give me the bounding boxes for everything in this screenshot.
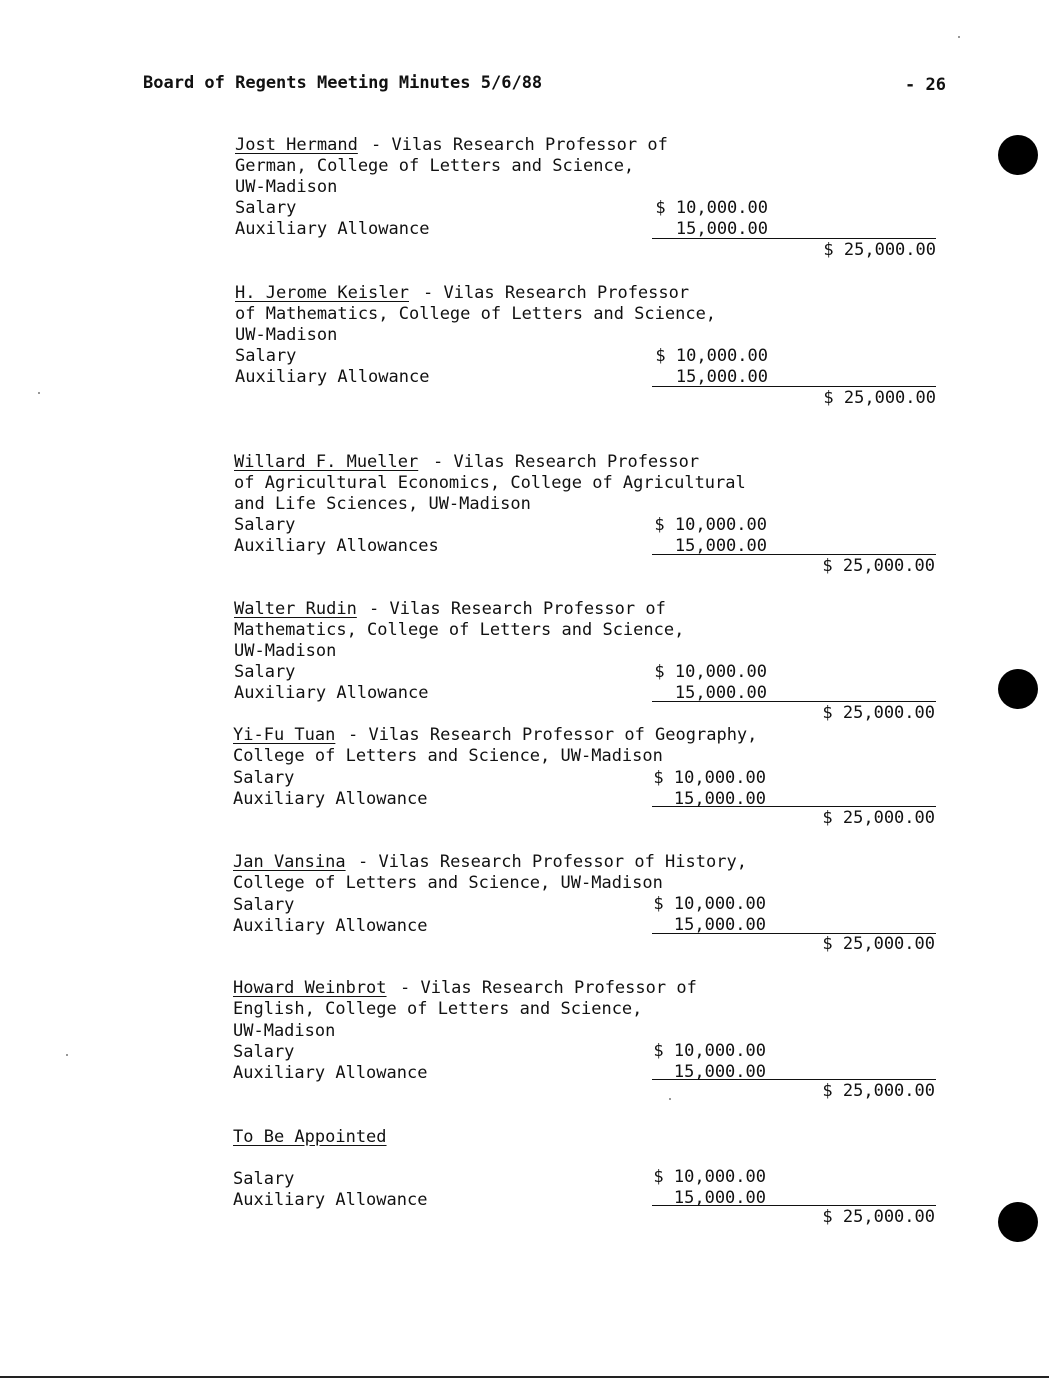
salary-amount: $ 10,000.00 [653, 894, 766, 914]
description-line: - Vilas Research Professor [433, 452, 700, 472]
sum-rule [652, 806, 936, 807]
description-line: UW-Madison [233, 1021, 336, 1041]
salary-amount: $ 10,000.00 [653, 1041, 766, 1061]
allowance-label: Auxiliary Allowance [233, 1063, 428, 1083]
punch-hole [998, 1202, 1038, 1242]
description-line: UW-Madison [235, 177, 338, 197]
allowance-amount: 15,000.00 [674, 683, 767, 703]
sum-rule [652, 238, 936, 239]
salary-label: Salary [235, 198, 297, 218]
person-name: Walter Rudin [234, 599, 357, 619]
salary-amount: $ 10,000.00 [654, 515, 767, 535]
page-number: - 26 [905, 75, 946, 95]
description-line: - Vilas Research Professor of [371, 135, 668, 155]
person-name: Jan Vansina [233, 852, 346, 872]
salary-amount: $ 10,000.00 [653, 768, 766, 788]
total-amount: $ 25,000.00 [822, 1207, 935, 1227]
allowance-amount: 15,000.00 [673, 1062, 766, 1082]
salary-label: Salary [234, 515, 296, 535]
person-name: Howard Weinbrot [233, 978, 387, 998]
description-line: - Vilas Research Professor [423, 283, 690, 303]
allowance-label: Auxiliary Allowance [235, 367, 430, 387]
punch-hole [998, 669, 1038, 709]
page-header-title: Board of Regents Meeting Minutes 5/6/88 [143, 73, 543, 93]
allowance-label: Auxiliary Allowance [234, 683, 429, 703]
sum-rule [652, 1205, 936, 1206]
allowance-amount: 15,000.00 [674, 536, 767, 556]
description-line: - Vilas Research Professor of [369, 599, 666, 619]
description-line: UW-Madison [235, 325, 338, 345]
salary-amount: $ 10,000.00 [654, 662, 767, 682]
description-line: - Vilas Research Professor of Geography, [348, 725, 758, 745]
allowance-label: Auxiliary Allowance [235, 219, 430, 239]
scan-speck [66, 1054, 68, 1056]
salary-label: Salary [233, 1169, 295, 1189]
description-line: German, College of Letters and Science, [235, 156, 635, 176]
salary-amount: $ 10,000.00 [655, 198, 768, 218]
description-line: College of Letters and Science, UW-Madison [233, 873, 663, 893]
allowance-amount: 15,000.00 [673, 1188, 766, 1208]
allowance-amount: 15,000.00 [675, 219, 768, 239]
sum-rule [652, 1079, 936, 1080]
allowance-amount: 15,000.00 [673, 915, 766, 935]
sum-rule [652, 386, 936, 387]
sum-rule [652, 701, 936, 702]
description-line: English, College of Letters and Science, [233, 999, 643, 1019]
allowance-label: Auxiliary Allowances [234, 536, 439, 556]
salary-amount: $ 10,000.00 [655, 346, 768, 366]
punch-hole [998, 135, 1038, 175]
person-name: H. Jerome Keisler [235, 283, 409, 303]
description-line: Mathematics, College of Letters and Science, [234, 620, 685, 640]
total-amount: $ 25,000.00 [822, 934, 935, 954]
scan-speck [669, 1098, 671, 1100]
salary-label: Salary [235, 346, 297, 366]
allowance-label: Auxiliary Allowance [233, 1190, 428, 1210]
person-name: Jost Hermand [235, 135, 358, 155]
total-amount: $ 25,000.00 [822, 1081, 935, 1101]
total-amount: $ 25,000.00 [823, 240, 936, 260]
allowance-label: Auxiliary Allowance [233, 916, 428, 936]
total-amount: $ 25,000.00 [822, 808, 935, 828]
description-line: of Agricultural Economics, College of Agricultural [234, 473, 746, 493]
person-name: To Be Appointed [233, 1127, 387, 1147]
scan-speck [958, 36, 960, 38]
salary-label: Salary [233, 1042, 295, 1062]
description-line: and Life Sciences, UW-Madison [234, 494, 531, 514]
person-name: Yi-Fu Tuan [233, 725, 336, 745]
total-amount: $ 25,000.00 [822, 556, 935, 576]
description-line: of Mathematics, College of Letters and Science, [235, 304, 717, 324]
person-name: Willard F. Mueller [234, 452, 419, 472]
page-bottom-edge [0, 1376, 1049, 1378]
total-amount: $ 25,000.00 [822, 703, 935, 723]
salary-label: Salary [234, 662, 296, 682]
description-line: - Vilas Research Professor of [400, 978, 697, 998]
allowance-label: Auxiliary Allowance [233, 789, 428, 809]
salary-label: Salary [233, 895, 295, 915]
sum-rule [652, 554, 936, 555]
salary-label: Salary [233, 768, 295, 788]
total-amount: $ 25,000.00 [823, 388, 936, 408]
scan-speck [38, 392, 40, 394]
salary-amount: $ 10,000.00 [653, 1167, 766, 1187]
allowance-amount: 15,000.00 [673, 789, 766, 809]
description-line: - Vilas Research Professor of History, [358, 852, 747, 872]
description-line: UW-Madison [234, 641, 337, 661]
description-line: College of Letters and Science, UW-Madison [233, 746, 663, 766]
allowance-amount: 15,000.00 [675, 367, 768, 387]
